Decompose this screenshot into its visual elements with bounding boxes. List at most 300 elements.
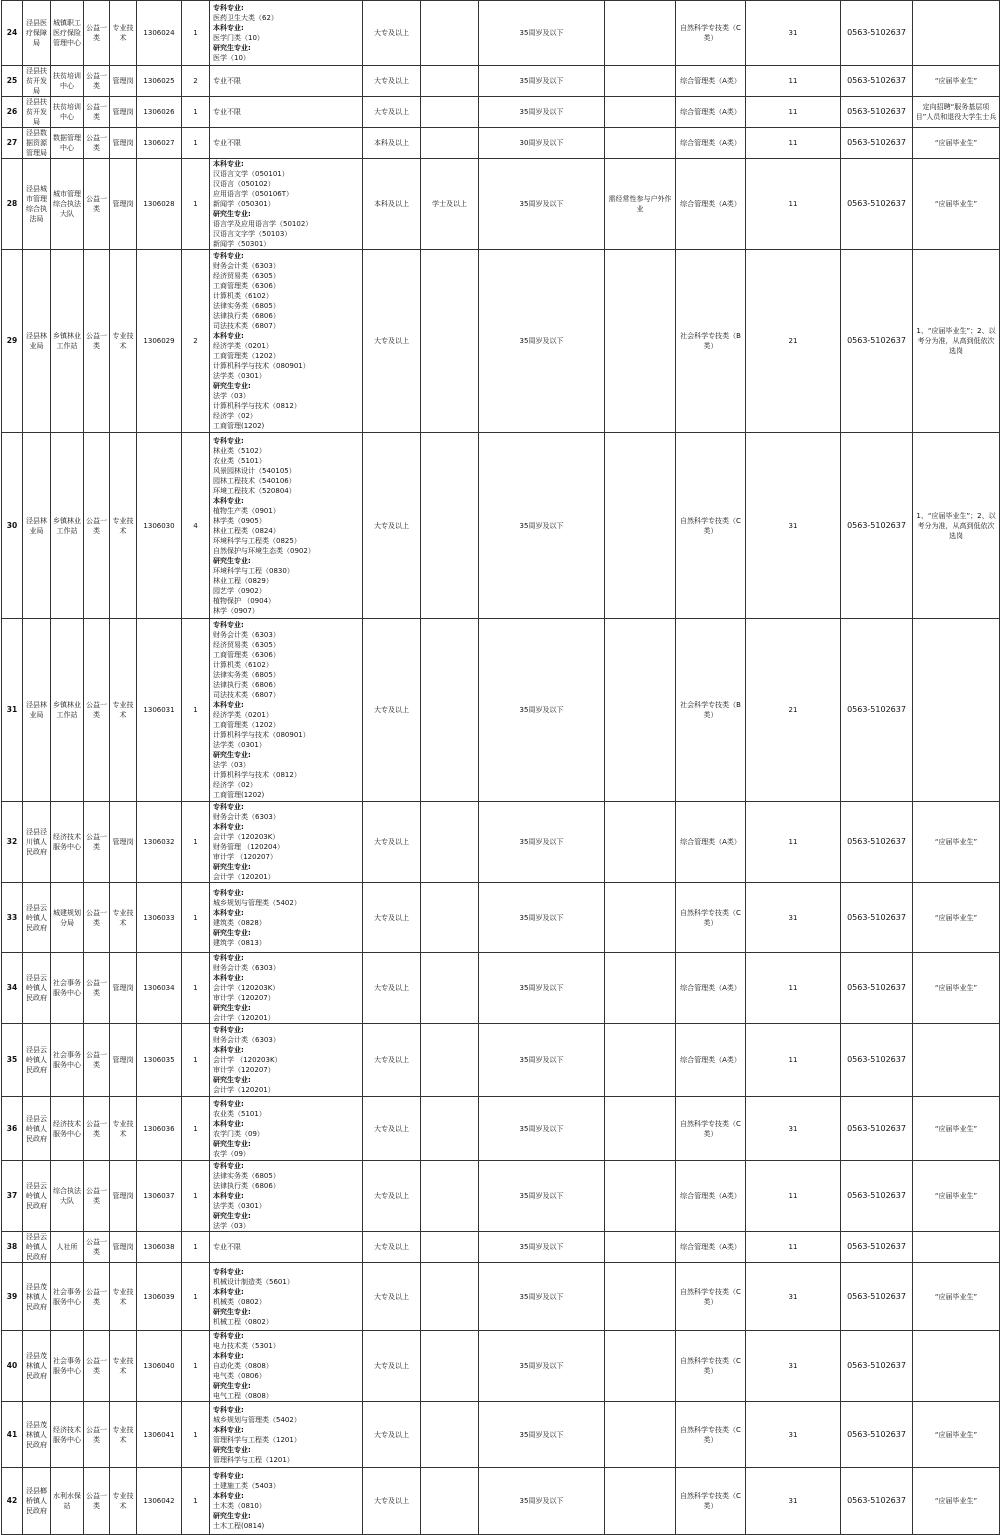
exam-category: 综合管理类（A类） (676, 1024, 746, 1097)
major-item: 司法技术类（6807） (213, 322, 280, 330)
table-row (2, 433, 1000, 619)
major-level-heading: 研究生专业: (213, 751, 251, 759)
row-number: 24 (2, 1, 23, 66)
degree-requirement (421, 1161, 479, 1232)
unit-name: 乡镇林业工作站 (51, 619, 84, 802)
exam-category-code: 11 (746, 128, 841, 159)
department-name: 泾县榔桥镇人民政府 (23, 1468, 51, 1535)
education-requirement: 大专及以上 (363, 953, 421, 1024)
exam-category-code: 11 (746, 66, 841, 97)
department-name: 泾县云岭镇人民政府 (23, 953, 51, 1024)
row-number: 28 (2, 159, 23, 250)
major-level-heading: 专科专业: (213, 888, 244, 897)
unit-type: 公益一类 (84, 1232, 110, 1263)
post-type: 管理岗 (110, 66, 137, 97)
major-item: 经济贸易类（6305） (213, 272, 280, 280)
education-requirement: 大专及以上 (363, 1097, 421, 1161)
department-name: 泾县泾川镇人民政府 (23, 802, 51, 883)
remarks (913, 1, 1000, 66)
post-code: 1306031 (137, 619, 182, 802)
major-requirements (210, 128, 363, 159)
recruitment-table (1, 0, 1000, 1535)
education-requirement: 大专及以上 (363, 1161, 421, 1232)
unit-type: 公益一类 (84, 883, 110, 953)
unit-type: 公益一类 (84, 250, 110, 433)
major-item: 建筑类（0828） (213, 918, 266, 927)
table-row (2, 1097, 1000, 1161)
remarks (913, 1024, 1000, 1097)
hiring-count: 1 (182, 1, 210, 66)
exam-category: 自然科学专技类（C类） (676, 1468, 746, 1535)
major-level-heading: 本科专业: (213, 701, 244, 709)
major-item: 计算机科学与技术（080901） (213, 731, 310, 739)
hiring-count: 1 (182, 883, 210, 953)
contact-phone: 0563-5102637 (841, 1161, 913, 1232)
contact-phone: 0563-5102637 (841, 883, 913, 953)
major-item: 经济学（02） (213, 412, 257, 420)
degree-requirement (421, 250, 479, 433)
unit-type: 公益一类 (84, 1402, 110, 1468)
major-level-heading: 本科专业: (213, 1192, 244, 1200)
other-requirement (605, 97, 676, 128)
age-requirement: 35周岁及以下 (479, 66, 605, 97)
unit-type: 公益一类 (84, 1097, 110, 1161)
education-requirement: 大专及以上 (363, 433, 421, 619)
unit-name: 经济技术服务中心 (51, 1402, 84, 1468)
hiring-count: 2 (182, 250, 210, 433)
row-number: 40 (2, 1331, 23, 1402)
age-requirement: 35周岁及以下 (479, 1024, 605, 1097)
other-requirement (605, 1097, 676, 1161)
exam-category: 自然科学专技类（C类） (676, 1331, 746, 1402)
major-item: 汉语言（050102） (213, 180, 275, 188)
exam-category-code: 11 (746, 159, 841, 250)
major-level-heading: 本科专业: (213, 1425, 244, 1434)
contact-phone: 0563-5102637 (841, 1232, 913, 1263)
other-requirement (605, 1161, 676, 1232)
unit-name: 社会事务服务中心 (51, 1024, 84, 1097)
major-item: 土建施工类（5403） (213, 1482, 280, 1490)
major-item: 工商管理类（6306） (213, 282, 280, 290)
row-number: 31 (2, 619, 23, 802)
contact-phone: 0563-5102637 (841, 1468, 913, 1535)
remarks: 1、“应届毕业生”；2、以考分为准，从高到低依次选岗 (913, 250, 1000, 433)
major-item: 法学（03） (213, 1222, 250, 1230)
major-item: 会计学（120201） (213, 873, 275, 881)
other-requirement (605, 1232, 676, 1263)
major-item: 工商管理类（6306） (213, 651, 280, 659)
age-requirement: 35周岁及以下 (479, 159, 605, 250)
post-type: 专业技术 (110, 250, 137, 433)
hiring-count: 1 (182, 1331, 210, 1402)
post-type: 管理岗 (110, 1024, 137, 1097)
unit-name: 社会事务服务中心 (51, 1331, 84, 1402)
major-item: 计算机科学与技术（0812） (213, 402, 301, 410)
age-requirement: 35周岁及以下 (479, 433, 605, 619)
unit-type: 公益一类 (84, 1024, 110, 1097)
contact-phone: 0563-5102637 (841, 159, 913, 250)
table-row (2, 802, 1000, 883)
exam-category-code: 31 (746, 433, 841, 619)
major-level-heading: 研究生专业: (213, 863, 251, 871)
unit-name: 经济技术服务中心 (51, 1097, 84, 1161)
hiring-count: 1 (182, 97, 210, 128)
contact-phone: 0563-5102637 (841, 250, 913, 433)
major-item: 汉语言文字学（50103） (213, 230, 292, 238)
post-code: 1306026 (137, 97, 182, 128)
major-item: 城乡规划与管理类（5402） (213, 898, 301, 907)
major-item: 审计学（120207） (213, 994, 275, 1002)
hiring-count: 1 (182, 159, 210, 250)
major-item: 农学门类（09） (213, 1129, 264, 1138)
major-level-heading: 研究生专业: (213, 1212, 251, 1220)
major-item: 林学（0907） (213, 606, 259, 615)
other-requirement (605, 1331, 676, 1402)
post-code: 1306032 (137, 802, 182, 883)
major-level-heading: 本科专业: (213, 496, 244, 505)
degree-requirement (421, 1, 479, 66)
hiring-count: 1 (182, 619, 210, 802)
major-item: 法学类（0301） (213, 372, 266, 380)
major-item: 新闻学（50301） (213, 240, 271, 248)
contact-phone: 0563-5102637 (841, 128, 913, 159)
major-item: 风景园林设计（540105） (213, 466, 296, 475)
exam-category: 综合管理类（A类） (676, 1161, 746, 1232)
major-item: 经济学类（0201） (213, 711, 273, 719)
post-type: 专业技术 (110, 1468, 137, 1535)
remarks: 1、“应届毕业生”；2、以考分为准，从高到低依次选岗 (913, 433, 1000, 619)
exam-category-code: 31 (746, 883, 841, 953)
exam-category: 自然科学专技类（C类） (676, 1263, 746, 1331)
hiring-count: 1 (182, 1024, 210, 1097)
post-type: 管理岗 (110, 128, 137, 159)
contact-phone: 0563-5102637 (841, 1402, 913, 1468)
major-item: 法学类（0301） (213, 741, 266, 749)
hiring-count: 1 (182, 1263, 210, 1331)
major-level-heading: 研究生专业: (213, 1382, 251, 1390)
major-item: 工商管理(1202) (213, 791, 265, 799)
major-item: 电气工程（0808） (213, 1392, 273, 1400)
major-item: 法律实务类（6805） (213, 302, 280, 310)
age-requirement: 35周岁及以下 (479, 619, 605, 802)
other-requirement (605, 433, 676, 619)
major-level-heading: 本科专业: (213, 1287, 244, 1296)
department-name: 泾县云岭镇人民政府 (23, 1097, 51, 1161)
post-code: 1306036 (137, 1097, 182, 1161)
major-level-heading: 专科专业: (213, 1332, 244, 1340)
major-level-heading: 专科专业: (213, 436, 244, 445)
exam-category: 自然科学专技类（C类） (676, 1097, 746, 1161)
major-level-heading: 研究生专业: (213, 928, 251, 937)
other-requirement (605, 619, 676, 802)
post-code: 1306041 (137, 1402, 182, 1468)
row-number: 32 (2, 802, 23, 883)
degree-requirement (421, 1468, 479, 1535)
table-row (2, 1024, 1000, 1097)
exam-category-code: 31 (746, 1097, 841, 1161)
exam-category-code: 11 (746, 1232, 841, 1263)
major-item: 工商管理类（1202） (213, 352, 280, 360)
major-requirements (210, 1263, 363, 1331)
contact-phone: 0563-5102637 (841, 433, 913, 619)
post-code: 1306034 (137, 953, 182, 1024)
major-requirements (210, 66, 363, 97)
education-requirement: 大专及以上 (363, 1331, 421, 1402)
post-type: 管理岗 (110, 159, 137, 250)
major-item: 园艺学（0902） (213, 586, 266, 595)
exam-category: 自然科学专技类（C类） (676, 883, 746, 953)
row-number: 42 (2, 1468, 23, 1535)
major-item: 法律实务类（6805） (213, 671, 280, 679)
exam-category-code: 31 (746, 1468, 841, 1535)
row-number: 35 (2, 1024, 23, 1097)
major-requirements (210, 1024, 363, 1097)
unit-name: 社会事务服务中心 (51, 1263, 84, 1331)
unit-type: 公益一类 (84, 66, 110, 97)
other-requirement (605, 250, 676, 433)
unit-type: 公益一类 (84, 97, 110, 128)
major-item: 环境科学与工程（0830） (213, 566, 294, 575)
department-name: 泾县云岭镇人民政府 (23, 1232, 51, 1263)
row-number: 33 (2, 883, 23, 953)
unit-name: 扶贫培训中心 (51, 66, 84, 97)
unit-type: 公益一类 (84, 128, 110, 159)
row-number: 25 (2, 66, 23, 97)
other-requirement (605, 1402, 676, 1468)
remarks: “应届毕业生” (913, 883, 1000, 953)
major-level-heading: 专科专业: (213, 1026, 244, 1034)
age-requirement: 35周岁及以下 (479, 883, 605, 953)
major-item: 新闻学（050301） (213, 200, 275, 208)
age-requirement: 35周岁及以下 (479, 97, 605, 128)
unit-name: 扶贫培训中心 (51, 97, 84, 128)
post-type: 专业技术 (110, 1097, 137, 1161)
unit-type: 公益一类 (84, 1263, 110, 1331)
exam-category: 社会科学专技类（B类） (676, 619, 746, 802)
other-requirement (605, 128, 676, 159)
age-requirement: 35周岁及以下 (479, 250, 605, 433)
row-number: 27 (2, 128, 23, 159)
exam-category-code: 31 (746, 1331, 841, 1402)
row-number: 41 (2, 1402, 23, 1468)
major-item: 计算机类（6102） (213, 661, 273, 669)
row-number: 37 (2, 1161, 23, 1232)
age-requirement: 35周岁及以下 (479, 1263, 605, 1331)
age-requirement: 30周岁及以下 (479, 128, 605, 159)
major-requirements (210, 1402, 363, 1468)
major-item: 审计学 （120207） (213, 853, 277, 861)
contact-phone: 0563-5102637 (841, 802, 913, 883)
major-item: 应用语言学（050106T） (213, 190, 293, 198)
table-row (2, 1331, 1000, 1402)
exam-category: 自然科学专技类（C类） (676, 1402, 746, 1468)
contact-phone: 0563-5102637 (841, 1097, 913, 1161)
major-level-heading: 本科专业: (213, 823, 244, 831)
age-requirement: 35周岁及以下 (479, 1331, 605, 1402)
unit-name: 经济技术服务中心 (51, 802, 84, 883)
department-name: 泾县数据资源管理局 (23, 128, 51, 159)
major-item: 农业类（5101） (213, 456, 266, 465)
unit-name: 人社所 (51, 1232, 84, 1263)
major-item: 法学（03） (213, 392, 250, 400)
unit-name: 乡镇林业工作站 (51, 433, 84, 619)
major-item: 自动化类（0808） (213, 1362, 273, 1370)
major-level-heading: 研究生专业: (213, 210, 251, 218)
other-requirement (605, 1263, 676, 1331)
row-number: 34 (2, 953, 23, 1024)
age-requirement: 35周岁及以下 (479, 1232, 605, 1263)
remarks: “应届毕业生” (913, 1263, 1000, 1331)
major-item: 林业工程（0829） (213, 576, 273, 585)
major-item: 农业类（5101） (213, 1109, 266, 1118)
hiring-count: 1 (182, 953, 210, 1024)
unit-name: 社会事务服务中心 (51, 953, 84, 1024)
education-requirement: 大专及以上 (363, 250, 421, 433)
unit-type: 公益一类 (84, 433, 110, 619)
major-requirements (210, 159, 363, 250)
major-item: 环境科学与工程类（0825） (213, 536, 301, 545)
major-item: 法律执行类（6806） (213, 681, 280, 689)
table-row (2, 1263, 1000, 1331)
degree-requirement (421, 128, 479, 159)
post-code: 1306025 (137, 66, 182, 97)
degree-requirement (421, 97, 479, 128)
major-item: 机械工程（0802） (213, 1317, 273, 1326)
hiring-count: 4 (182, 433, 210, 619)
major-requirements (210, 1331, 363, 1402)
post-code: 1306027 (137, 128, 182, 159)
unit-type: 公益一类 (84, 1161, 110, 1232)
exam-category: 综合管理类（A类） (676, 1232, 746, 1263)
table-row (2, 128, 1000, 159)
education-requirement: 本科及以上 (363, 159, 421, 250)
department-name: 泾县云岭镇人民政府 (23, 883, 51, 953)
contact-phone: 0563-5102637 (841, 1024, 913, 1097)
major-requirements (210, 883, 363, 953)
row-number: 36 (2, 1097, 23, 1161)
hiring-count: 1 (182, 802, 210, 883)
hiring-count: 1 (182, 128, 210, 159)
major-item: 语言学及应用语言学（50102） (213, 220, 313, 228)
degree-requirement (421, 953, 479, 1024)
remarks: “应届毕业生” (913, 802, 1000, 883)
major-requirements (210, 250, 363, 433)
major-item: 土木工程(0814) (213, 1522, 265, 1530)
major-level-heading: 专科专业: (213, 1162, 244, 1170)
exam-category-code: 31 (746, 1402, 841, 1468)
major-item: 机械类（0802） (213, 1297, 266, 1306)
unit-name: 乡镇林业工作站 (51, 250, 84, 433)
major-item: 土木类（0810） (213, 1502, 266, 1510)
remarks: “应届毕业生” (913, 953, 1000, 1024)
contact-phone: 0563-5102637 (841, 1263, 913, 1331)
remarks: “应届毕业生” (913, 1097, 1000, 1161)
education-requirement: 大专及以上 (363, 1, 421, 66)
major-item: 审计学（120207） (213, 1066, 275, 1074)
major-level-heading: 本科专业: (213, 1046, 244, 1054)
major-item: 专业不限 (213, 77, 241, 85)
major-level-heading: 专科专业: (213, 954, 244, 962)
department-name: 泾县医疗保障局 (23, 1, 51, 66)
major-item: 工商管理(1202) (213, 422, 265, 430)
exam-category-code: 11 (746, 953, 841, 1024)
remarks (913, 619, 1000, 802)
major-item: 专业不限 (213, 1243, 241, 1251)
degree-requirement (421, 1402, 479, 1468)
post-type: 专业技术 (110, 1331, 137, 1402)
age-requirement: 35周岁及以下 (479, 953, 605, 1024)
department-name: 泾县林业局 (23, 619, 51, 802)
major-level-heading: 研究生专业: (213, 556, 251, 565)
unit-name: 综合执法大队 (51, 1161, 84, 1232)
degree-requirement (421, 619, 479, 802)
education-requirement: 大专及以上 (363, 1468, 421, 1535)
post-code: 1306038 (137, 1232, 182, 1263)
major-level-heading: 专科专业: (213, 1472, 244, 1480)
education-requirement: 大专及以上 (363, 1232, 421, 1263)
degree-requirement (421, 433, 479, 619)
major-level-heading: 研究生专业: (213, 1076, 251, 1084)
major-requirements (210, 1097, 363, 1161)
major-item: 专业不限 (213, 108, 241, 116)
table-row (2, 66, 1000, 97)
education-requirement: 大专及以上 (363, 1402, 421, 1468)
exam-category: 综合管理类（A类） (676, 66, 746, 97)
major-requirements (210, 1232, 363, 1263)
exam-category-code: 11 (746, 97, 841, 128)
major-item: 管理科学与工程类（1201） (213, 1435, 301, 1444)
other-requirement (605, 1, 676, 66)
remarks (913, 1232, 1000, 1263)
remarks: 定向招聘“服务基层项目”人员和退役大学生士兵 (913, 97, 1000, 128)
table-row (2, 1402, 1000, 1468)
major-level-heading: 研究生专业: (213, 44, 251, 52)
contact-phone: 0563-5102637 (841, 1331, 913, 1402)
post-code: 1306029 (137, 250, 182, 433)
major-item: 医药卫生大类（62） (213, 14, 278, 22)
post-code: 1306028 (137, 159, 182, 250)
major-item: 法律执行类（6806） (213, 312, 280, 320)
unit-name: 城建规划分局 (51, 883, 84, 953)
row-number: 30 (2, 433, 23, 619)
department-name: 泾县林业局 (23, 250, 51, 433)
major-item: 林业工程类（0824） (213, 526, 280, 535)
age-requirement: 35周岁及以下 (479, 1402, 605, 1468)
major-level-heading: 研究生专业: (213, 1512, 251, 1520)
exam-category: 综合管理类（A类） (676, 802, 746, 883)
major-level-heading: 本科专业: (213, 160, 244, 168)
table-row (2, 883, 1000, 953)
major-level-heading: 本科专业: (213, 24, 244, 32)
major-item: 财务会计类（6303） (213, 964, 280, 972)
post-code: 1306042 (137, 1468, 182, 1535)
major-requirements (210, 97, 363, 128)
major-item: 会计学（120201） (213, 1086, 275, 1094)
other-requirement (605, 802, 676, 883)
unit-name: 数据管理中心 (51, 128, 84, 159)
major-level-heading: 研究生专业: (213, 382, 251, 390)
major-level-heading: 专科专业: (213, 1099, 244, 1108)
age-requirement: 35周岁及以下 (479, 802, 605, 883)
post-type: 专业技术 (110, 883, 137, 953)
hiring-count: 1 (182, 1402, 210, 1468)
major-item: 计算机科学与技术（080901） (213, 362, 310, 370)
post-code: 1306037 (137, 1161, 182, 1232)
major-item: 建筑学（0813） (213, 938, 266, 947)
major-item: 园林工程技术（540106） (213, 476, 296, 485)
table-row (2, 619, 1000, 802)
degree-requirement (421, 1024, 479, 1097)
